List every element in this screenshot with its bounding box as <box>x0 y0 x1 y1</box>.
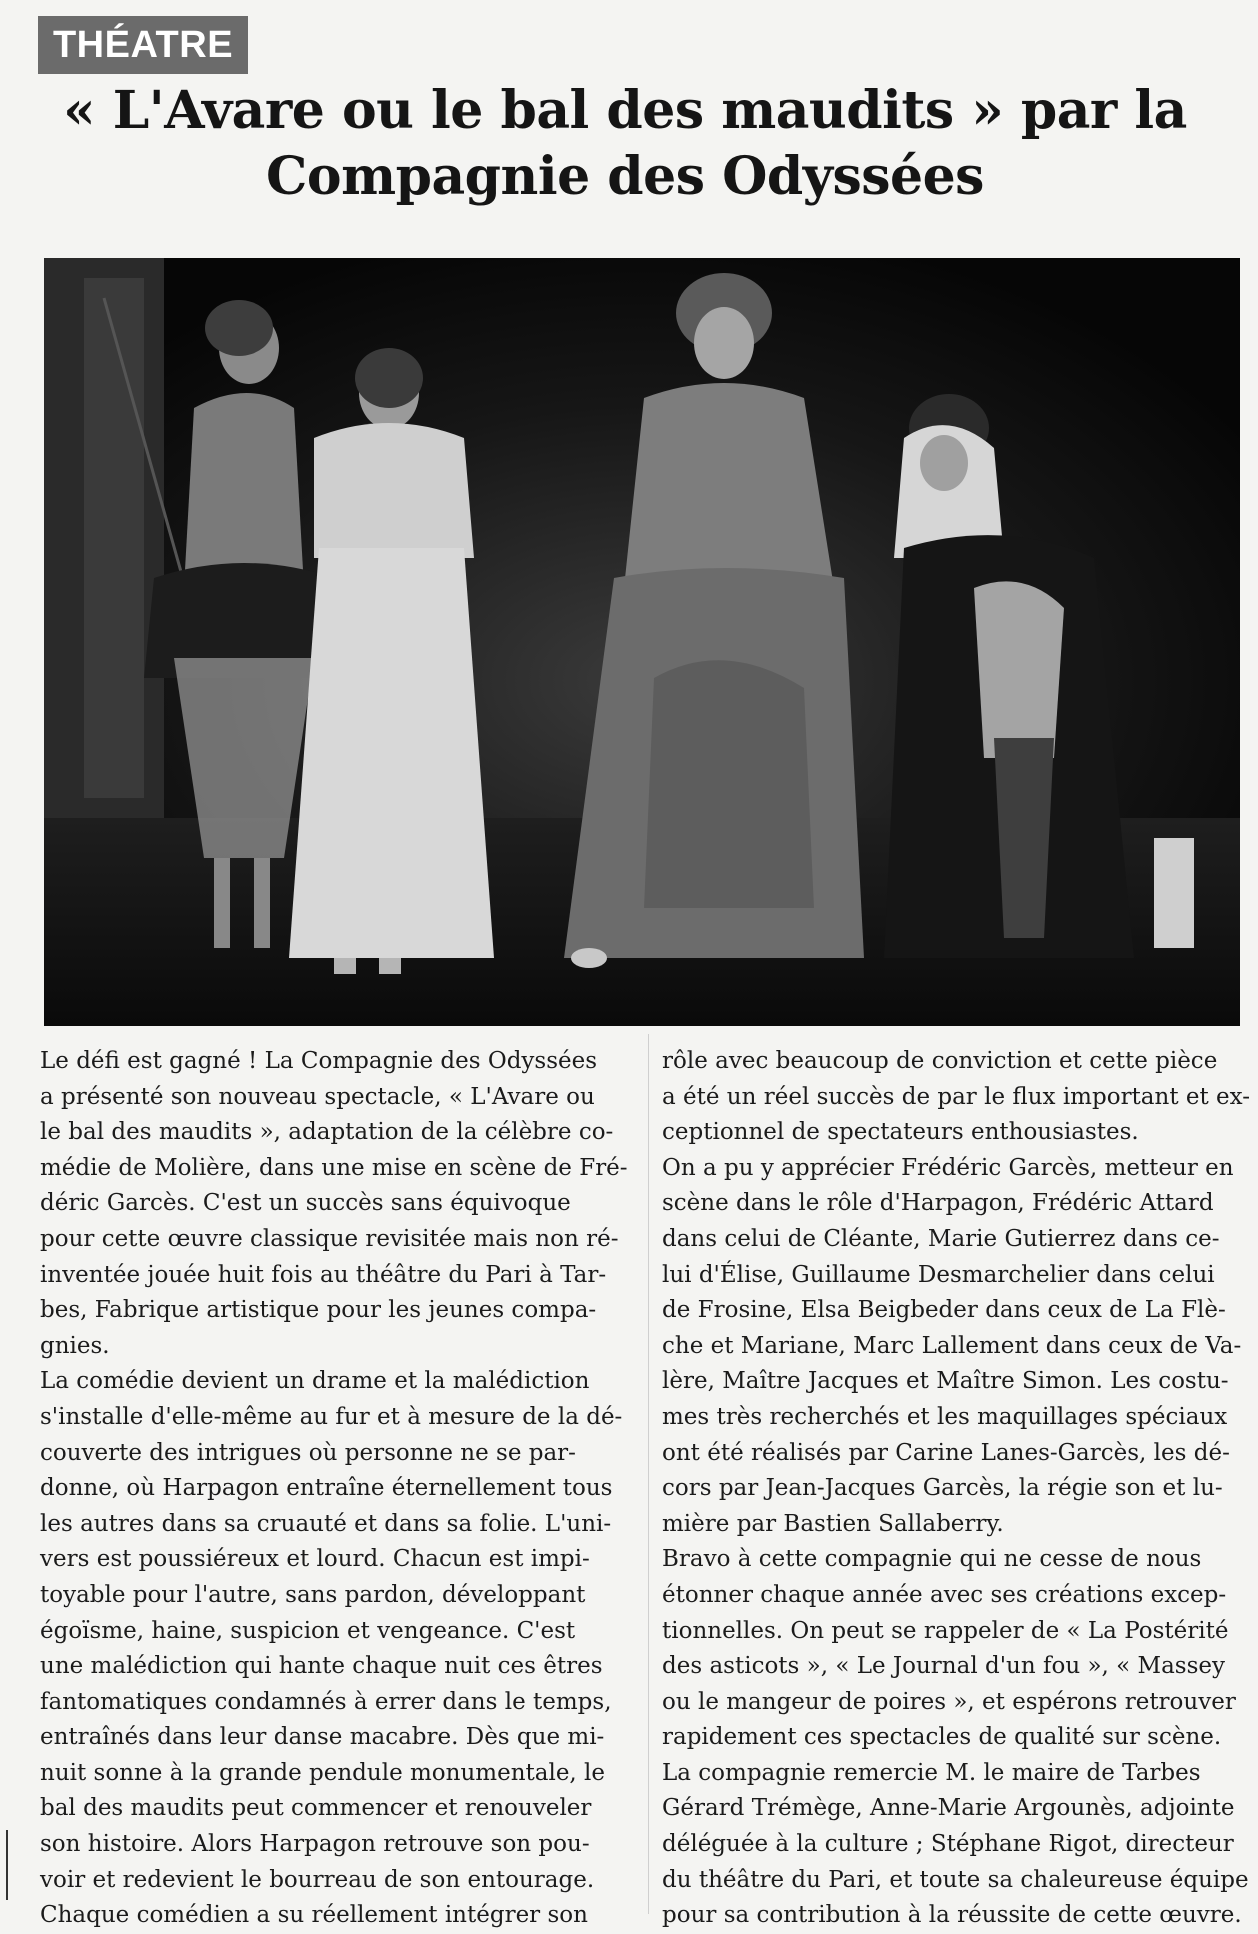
stage-photo <box>44 258 1240 1026</box>
text-line: dans celui de Cléante, Marie Gutierrez dans ce- <box>662 1225 1220 1252</box>
text-line: nuit sonne à la grande pendule monumentale, le <box>40 1759 606 1786</box>
text-line: ou le mangeur de poires », et espérons retrouver <box>662 1688 1236 1715</box>
text-line: lui d'Élise, Guillaume Desmarchelier dans celui <box>662 1261 1215 1288</box>
text-line: du théâtre du Pari, et toute sa chaleureuse équipe <box>662 1866 1249 1893</box>
headline-line-1: « L'Avare ou le bal des maudits » par la <box>63 80 1187 141</box>
text-line: fantomatiques condamnés à errer dans le temps, <box>40 1688 612 1715</box>
text-line: des asticots », « Le Journal d'un fou », « Massey <box>662 1653 1226 1680</box>
text-line: déléguée à la culture ; Stéphane Rigot, directeur <box>662 1831 1234 1858</box>
text-line: lère, Maître Jacques et Maître Simon. Les costu- <box>662 1368 1229 1395</box>
text-line: inventée jouée huit fois au théâtre du Pari à Tar- <box>40 1261 607 1288</box>
text-line: étonner chaque année avec ses créations excep- <box>662 1581 1227 1608</box>
text-line: a présenté son nouveau spectacle, « L'Avare ou <box>40 1083 595 1110</box>
text-line: son histoire. Alors Harpagon retrouve son pou- <box>40 1831 590 1858</box>
text-line: scène dans le rôle d'Harpagon, Frédéric Attard <box>662 1190 1214 1217</box>
text-line: égoïsme, haine, suspicion et vengeance. C'est <box>40 1617 576 1644</box>
text-line: che et Mariane, Marc Lallement dans ceux de Va- <box>662 1332 1242 1359</box>
headline-line-2: Compagnie des Odyssées <box>266 146 984 207</box>
figure-2 <box>289 348 494 974</box>
text-line: pour cette œuvre classique revisitée mais non ré- <box>40 1225 619 1252</box>
text-line: La compagnie remercie M. le maire de Tarbes <box>662 1759 1201 1786</box>
text-line: Le défi est gagné ! La Compagnie des Odyssées <box>40 1048 598 1074</box>
text-line: s'installe d'elle-même au fur et à mesure de la dé- <box>40 1403 623 1430</box>
article-column-left <box>40 1044 630 1934</box>
article-column-right <box>662 1044 1248 1934</box>
text-line: tionnelles. On peut se rappeler de « La Postérité <box>662 1617 1229 1644</box>
text-line: médie de Molière, dans une mise en scène de Fré- <box>40 1154 628 1181</box>
article-headline <box>60 78 1190 210</box>
text-line: Chaque comédien a su réellement intégrer son <box>40 1902 588 1929</box>
text-line: ceptionnel de spectateurs enthousiastes. <box>662 1119 1139 1146</box>
text-line: rapidement ces spectacles de qualité sur scène. <box>662 1724 1222 1751</box>
text-line: ont été réalisés par Carine Lanes-Garcès, les dé- <box>662 1439 1230 1466</box>
text-line: bal des maudits peut commencer et renouveler <box>40 1795 592 1822</box>
text-line: a été un réel succès de par le flux important et ex- <box>662 1083 1250 1110</box>
text-line: La comédie devient un drame et la malédiction <box>40 1368 590 1395</box>
text-line: bes, Fabrique artistique pour les jeunes compa- <box>40 1297 597 1324</box>
text-line: voir et redevient le bourreau de son entourage. <box>40 1866 595 1893</box>
section-rubric: THÉATRE <box>38 16 248 74</box>
text-line: les autres dans sa cruauté et dans sa folie. L'uni- <box>40 1510 612 1537</box>
text-line: donne, où Harpagon entraîne éternellement tous <box>40 1475 613 1502</box>
text-line: de Frosine, Elsa Beigbeder dans ceux de La Flè- <box>662 1297 1226 1324</box>
text-line: le bal des maudits », adaptation de la célèbre co- <box>40 1119 614 1146</box>
text-line: mes très recherchés et les maquillages spéciaux <box>662 1403 1228 1430</box>
text-line: Gérard Trémège, Anne-Marie Argounès, adjointe <box>662 1795 1235 1822</box>
text-line: entraînés dans leur danse macabre. Dès que mi- <box>40 1724 605 1751</box>
text-line: pour sa contribution à la réussite de cette œuvre. <box>662 1902 1242 1929</box>
text-line: gnies. <box>40 1332 110 1359</box>
text-line: Bravo à cette compagnie qui ne cesse de nous <box>662 1546 1202 1573</box>
text-line: déric Garcès. C'est un succès sans équivoque <box>40 1190 571 1217</box>
text-line: cors par Jean-Jacques Garcès, la régie son et lu- <box>662 1475 1223 1502</box>
text-line: une malédiction qui hante chaque nuit ces êtres <box>40 1653 603 1680</box>
text-line: toyable pour l'autre, sans pardon, développant <box>40 1581 586 1608</box>
text-line: couverte des intrigues où personne ne se par- <box>40 1439 576 1466</box>
scan-edge-mark <box>6 1830 8 1900</box>
text-line: vers est poussiéreux et lourd. Chacun est impi- <box>40 1546 590 1573</box>
text-line: On a pu y apprécier Frédéric Garcès, metteur en <box>662 1154 1234 1181</box>
stage-performance-photo <box>44 258 1240 1026</box>
text-line: mière par Bastien Sallaberry. <box>662 1510 1004 1537</box>
column-divider <box>648 1034 649 1914</box>
text-line: rôle avec beaucoup de conviction et cette pièce <box>662 1048 1218 1074</box>
